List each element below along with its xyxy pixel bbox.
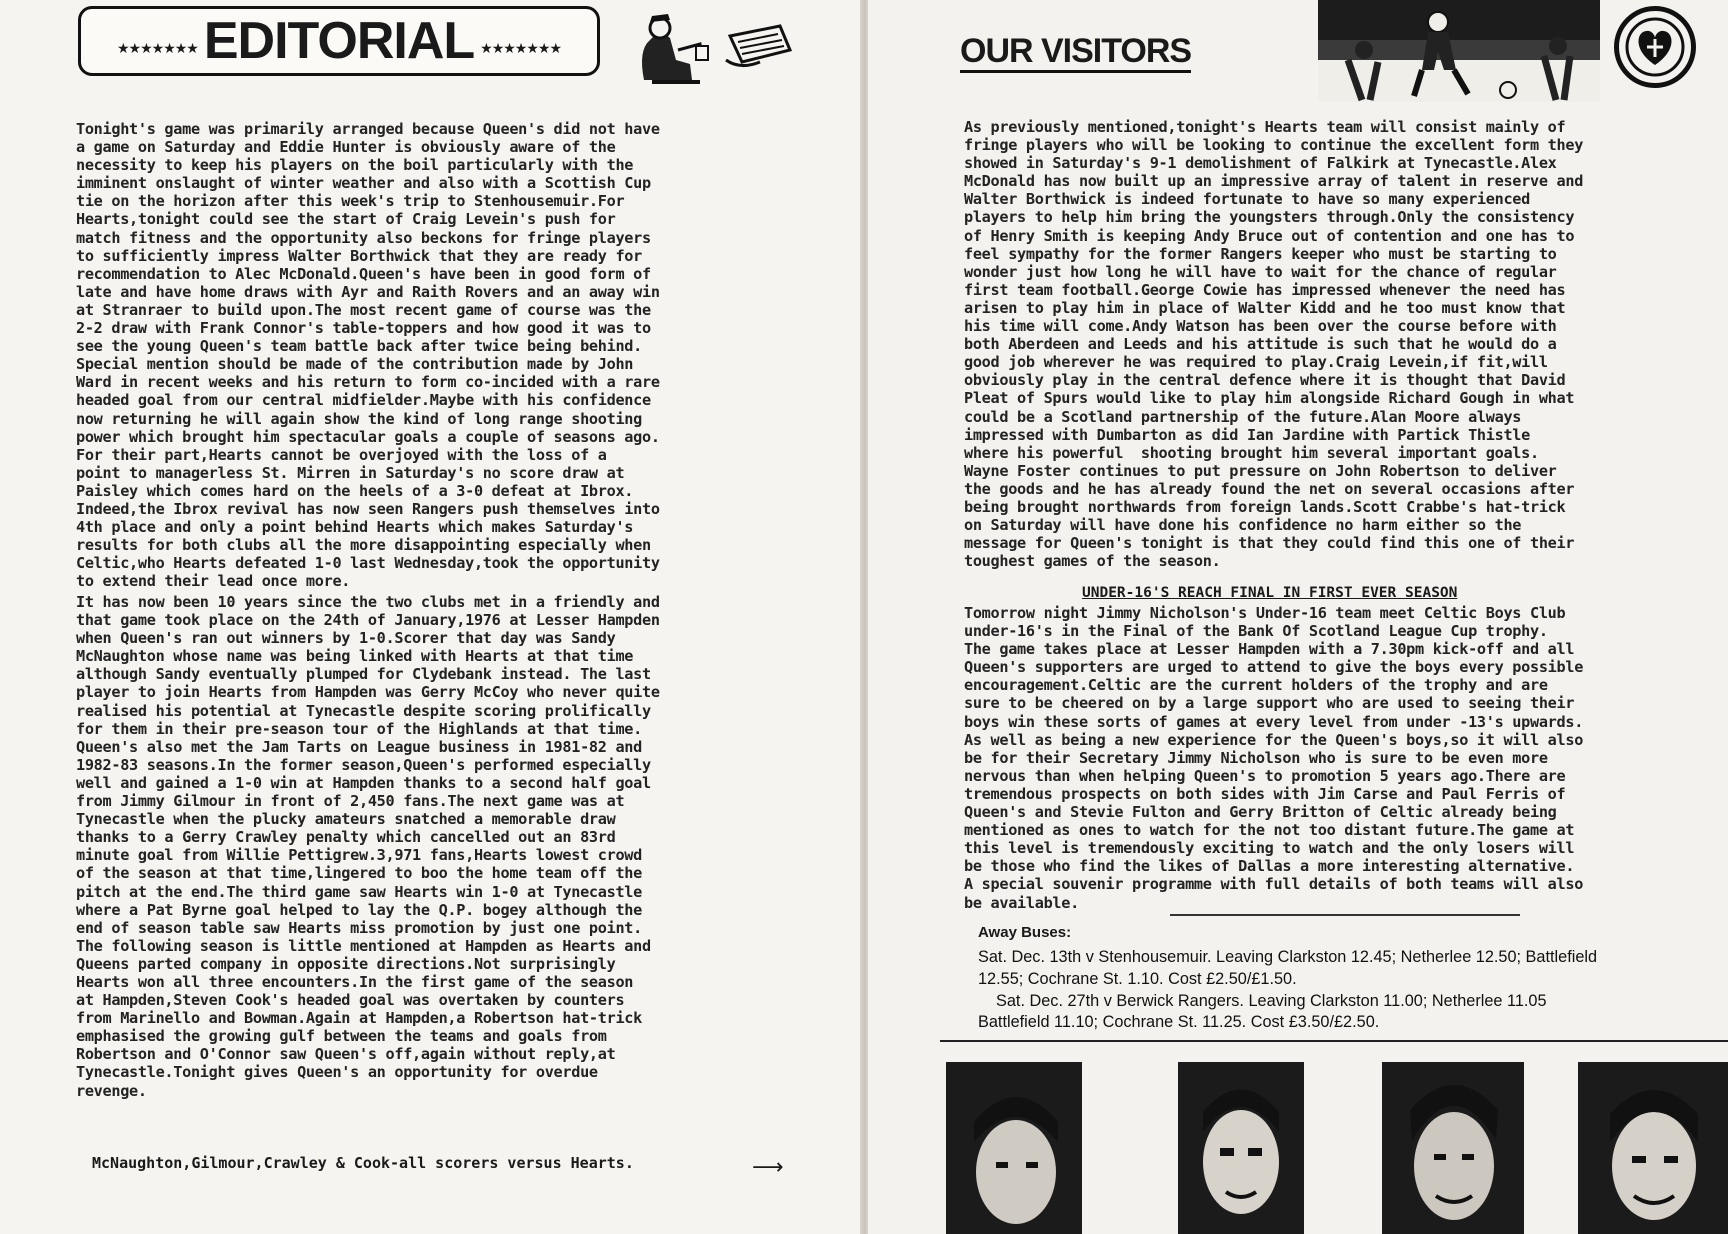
left-page: [0, 0, 862, 1234]
player-photo-1: [946, 1062, 1082, 1234]
bus-line-2: 12.55; Cochrane St. 1.10. Cost £2.50/£1.50.: [978, 970, 1297, 988]
visitors-paragraph-1: As previously mentioned,tonight's Hearts team will consist mainly of fringe players who will be looking to continue the excellent form they showed in Saturday's 9-1 demolishment of Falkirk at Tynecastle.Alex McDonald has now built up an impressive array of talent in reserve and Walter Borthwick is indeed fortunate to have so many experienced players to help him bring the youngsters through.Only the consistency of Henry Smith is keeping Andy Bruce out of contention and one has to feel sympathy for the former Rangers keeper who must be starting to wonder just how long he will have to wait for the chance of regular first team football.George Cowie has impressed whenever the need has arisen to play him in place of Walter Kidd and he too must know that his time will come.Andy Watson has been over the course before with both Aberdeen and Leeds and his attitude is such that he would do a good job wherever he was required to play.Craig Levein,if fit,will obviously play in the central defence where it is thought that David Pleat of Spurs would like to play him alongside Richard Gough in what could be a Scotland partnership of the future.Alan Moore always impressed with Dumbarton as did Ian Jardine with Partick Thistle where his powerful shooting brought him several important goals. Wayne Foster continues to put pressure on John Robertson to deliver the goods and he has already found the net on several occasions after being brought northwards from foreign lands.Scott Crabbe's hat-trick on Saturday will have done his confidence no harm either so the message for Queen's tonight is that they could find this one of their toughest games of the season.: [964, 118, 1584, 571]
photo-divider-rule: [940, 1040, 1728, 1042]
title-stars-left: ★★★★★★★: [117, 41, 198, 57]
divider-rule: [1170, 914, 1520, 916]
scorers-caption: McNaughton,Gilmour,Crawley & Cook-all scorers versus Hearts.: [92, 1154, 634, 1172]
bus-line-3: Sat. Dec. 27th v Berwick Rangers. Leaving Clarkston 11.00; Netherlee 11.05: [996, 992, 1547, 1010]
under-16-heading: UNDER-16'S REACH FINAL IN FIRST EVER SEASON: [1082, 585, 1458, 601]
bus-line-4: Battlefield 11.10; Cochrane St. 11.25. Cost £3.50/£2.50.: [978, 1013, 1380, 1031]
player-photo-3: [1382, 1062, 1524, 1234]
editorial-title-box: [78, 6, 600, 76]
editorial-title: EDITORIAL: [203, 12, 475, 70]
player-photo-4: [1578, 1062, 1728, 1234]
visitors-title: OUR VISITORS: [960, 32, 1191, 73]
away-buses-heading: Away Buses:: [978, 924, 1072, 941]
match-action-illustration: [1318, 0, 1600, 102]
title-stars-right: ★★★★★★★: [480, 41, 561, 57]
editorial-paragraph-2: It has now been 10 years since the two clubs met in a friendly and that game took place on the 24th of January,1976 at Lesser Hampden when Queen's ran out winners by 1-0.Scorer that day was Sandy McNaughton whose name was being linked with Hearts at that time although Sandy eventually plumped for Clydebank instead. The last player to join Hearts from Hampden was Gerry McCoy who never quite realised his potential at Tynecastle despite scoring prolifically for them in their pre-season tour of the Highlands at that time. Queen's also met the Jam Tarts on League business in 1981-82 and 1982-83 seasons.In the former season,Queen's performed especially well and gained a 1-0 win at Hampden thanks to a second half goal from Jimmy Gilmour in front of 2,450 fans.The next game was at Tynecastle when the plucky amateurs snatched a memorable draw thanks to a Gerry Crawley penalty which cancelled out an 83rd minute goal from Willie Pettigrew.3,971 fans,Hearts lowest crowd of the season at that time,lingered to boo the home team off the pitch at the end.The third game saw Hearts win 1-0 at Tynecastle where a Pat Byrne goal helped to lay the Q.P. bogey although the end of season table saw Hearts miss promotion by just one point. The following season is little mentioned at Hampden as Hearts and Queens parted company in opposite directions.Not surprisingly Hearts won all three encounters.In the first game of the season at Hampden,Steven Cook's headed goal was overtaken by counters from Marinello and Bowman.Again at Hampden,a Robertson hat-trick emphasised the growing gulf between the teams and goals from Robertson and O'Connor saw Queen's off,again without reply,at Tynecastle.Tonight gives Queen's an opportunity for overdue revenge.: [76, 593, 660, 1100]
arrow-right-icon: ⟶: [752, 1155, 784, 1180]
editorial-paragraph-1: Tonight's game was primarily arranged because Queen's did not have a game on Saturday and Eddie Hunter is obviously aware of the necessity to keep his players on the boil particularly with the imminent onslaught of winter weather and also with a Scottish Cup tie on the horizon after this week's trip to Stenhousemuir.For Hearts,tonight could see the start of Craig Levein's push for match fitness and the opportunity also beckons for fringe players to sufficiently impress Walter Borthwick that they are ready for recommendation to Alec McDonald.Queen's have been in good form of late and have home draws with Ayr and Raith Rovers and an away win at Stranraer to build upon.The most recent game of course was the 2-2 draw with Frank Connor's table-toppers and how good it was to see the young Queen's team battle back after twice being behind. Special mention should be made of the contribution made by John Ward in recent weeks and his return to form co-incided with a rare headed goal from our central midfielder.Maybe with his confidence now returning he will again show the kind of long range shooting power which brought him spectacular goals a couple of seasons ago. For their part,Hearts cannot be overjoyed with the loss of a point to managerless St. Mirren in Saturday's no score draw at Paisley which comes hard on the heels of a 3-0 defeat at Ibrox. Indeed,the Ibrox revival has now seen Rangers push themselves into 4th place and only a point behind Hearts which makes Saturday's results for both clubs all the more disappointing especially when Celtic,who Hearts defeated 1-0 last Wednesday,took the opportunity to extend their lead once more.: [76, 120, 660, 591]
reading-man-cartoon-icon: [630, 10, 800, 90]
bus-line-1: Sat. Dec. 13th v Stenhousemuir. Leaving Clarkston 12.45; Netherlee 12.50; Battlefield: [978, 948, 1598, 966]
under-16-paragraph: Tomorrow night Jimmy Nicholson's Under-16 team meet Celtic Boys Club under-16's in the Final of the Bank Of Scotland League Cup trophy. The game takes place at Lesser Hampden with a 7.30pm kick-off and all Queen's supporters are urged to attend to give the boys every possible encouragement.Celtic are the current holders of the trophy and are sure to be cheered on by a large support who are used to seeing their boys win these sorts of games at every level from under -13's upwards. As well as being a new experience for the Queen's boys,so it will also be for their Secretary Jimmy Nicholson who is sure to be even more nervous than when helping Queen's to promotion 5 years ago.There are tremendous prospects on both sides with Jim Carse and Paul Ferris of Queen's and Stevie Fulton and Gerry Britton of Celtic already being mentioned as ones to watch for the not too distant future.The game at this level is tremendously exciting to watch and the only losers will be those who find the likes of Dallas a more interesting alternative. A special souvenir programme with full details of both teams will also be available.: [964, 604, 1584, 912]
player-photo-2: [1178, 1062, 1304, 1234]
club-crest-icon: [1614, 6, 1696, 88]
football-scene-icon: [1318, 0, 1600, 102]
